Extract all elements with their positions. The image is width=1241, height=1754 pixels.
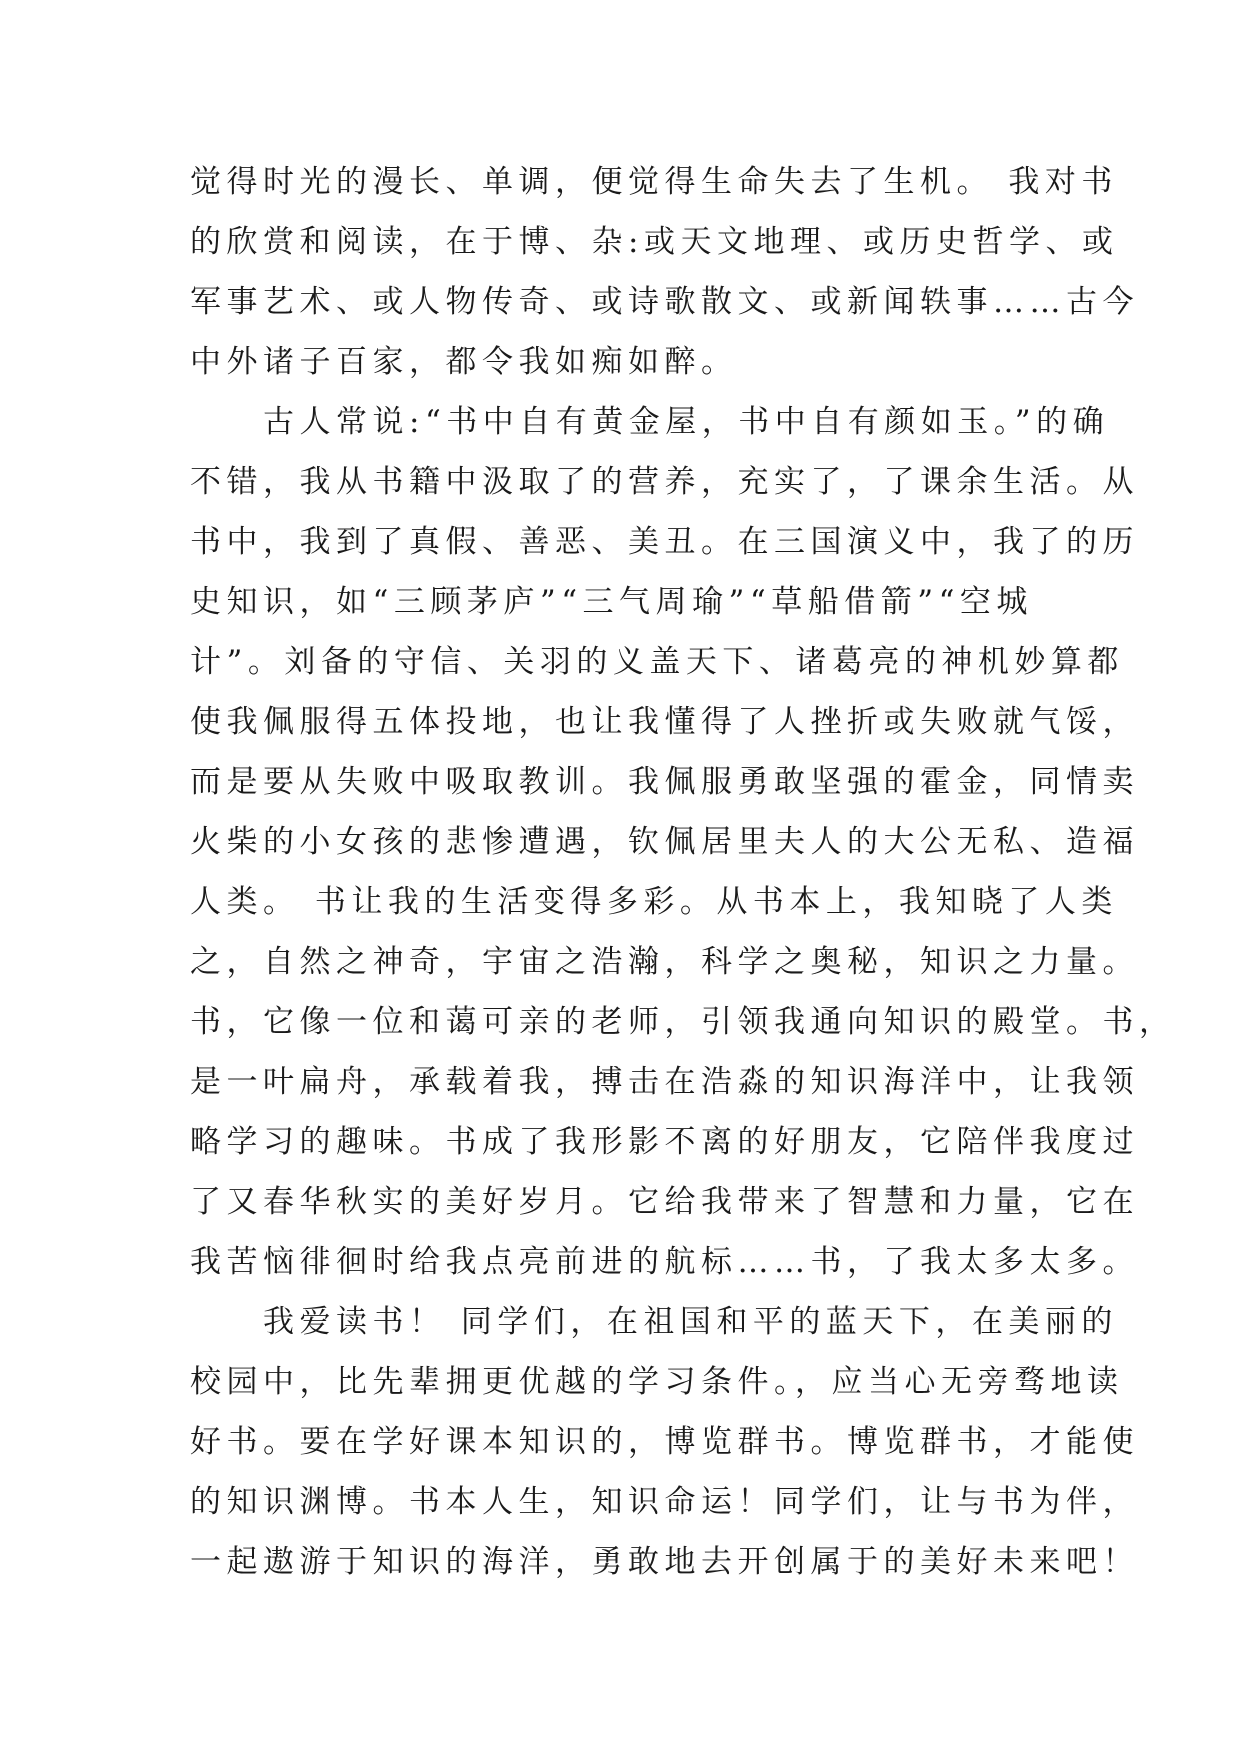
text-line: 校园中，比先辈拥更优越的学习条件。，应当心无旁骛地读 (190, 1364, 1124, 1400)
text-line: 略学习的趣味。书成了我形影不离的好朋友，它陪伴我度过 (190, 1124, 1139, 1160)
text-line: 不错，我从书籍中汲取了的营养，充实了，了课余生活。从 (190, 464, 1139, 500)
text-line: 的知识渊博。书本人生，知识命运！同学们，让与书为伴， (190, 1484, 1139, 1520)
text-line: 的欣赏和阅读，在于博、杂:或天文地理、或历史哲学、或 (190, 224, 1119, 260)
body-text (190, 152, 1176, 1592)
text-line: 而是要从失败中吸取教训。我佩服勇敢坚强的霍金，同情卖 (190, 764, 1139, 800)
text-line: 好书。要在学好课本知识的，博览群书。博览群书，才能使 (190, 1424, 1139, 1460)
text-line: 之，自然之神奇，宇宙之浩瀚，科学之奥秘，知识之力量。 (190, 944, 1139, 980)
text-line: 我爱读书！ 同学们，在祖国和平的蓝天下，在美丽的 (190, 1304, 1118, 1340)
text-line: 是一叶扁舟，承载着我，搏击在浩淼的知识海洋中，让我领 (190, 1064, 1139, 1100)
text-line: 史知识，如“三顾茅庐”“三气周瑜”“草船借箭”“空城 (190, 584, 1033, 620)
text-line: 书，它像一位和蔼可亲的老师，引领我通向知识的殿堂。书， (190, 1004, 1176, 1040)
text-line: 中外诸子百家，都令我如痴如醉。 (190, 344, 738, 380)
text-line: 了又春华秋实的美好岁月。它给我带来了智慧和力量，它在 (190, 1184, 1139, 1220)
text-line: 人类。 书让我的生活变得多彩。从书本上，我知晓了人类 (190, 884, 1118, 920)
text-line: 书中，我到了真假、善恶、美丑。在三国演义中，我了的历 (190, 524, 1139, 560)
text-line: 一起遨游于知识的海洋，勇敢地去开创属于的美好未来吧！ (190, 1544, 1139, 1580)
text-line: 使我佩服得五体投地，也让我懂得了人挫折或失败就气馁， (190, 704, 1139, 740)
text-line: 军事艺术、或人物传奇、或诗歌散文、或新闻轶事……古今 (190, 284, 1139, 320)
text-line: 火柴的小女孩的悲惨遭遇，钦佩居里夫人的大公无私、造福 (190, 824, 1139, 860)
text-line: 计”。刘备的守信、关羽的义盖天下、诸葛亮的神机妙算都 (190, 644, 1124, 680)
text-line: 我苦恼徘徊时给我点亮前进的航标……书，了我太多太多。 (190, 1244, 1139, 1280)
text-line: 古人常说:“书中自有黄金屋，书中自有颜如玉。”的确 (190, 404, 1110, 440)
text-line: 觉得时光的漫长、单调，便觉得生命失去了生机。 我对书 (190, 164, 1118, 200)
